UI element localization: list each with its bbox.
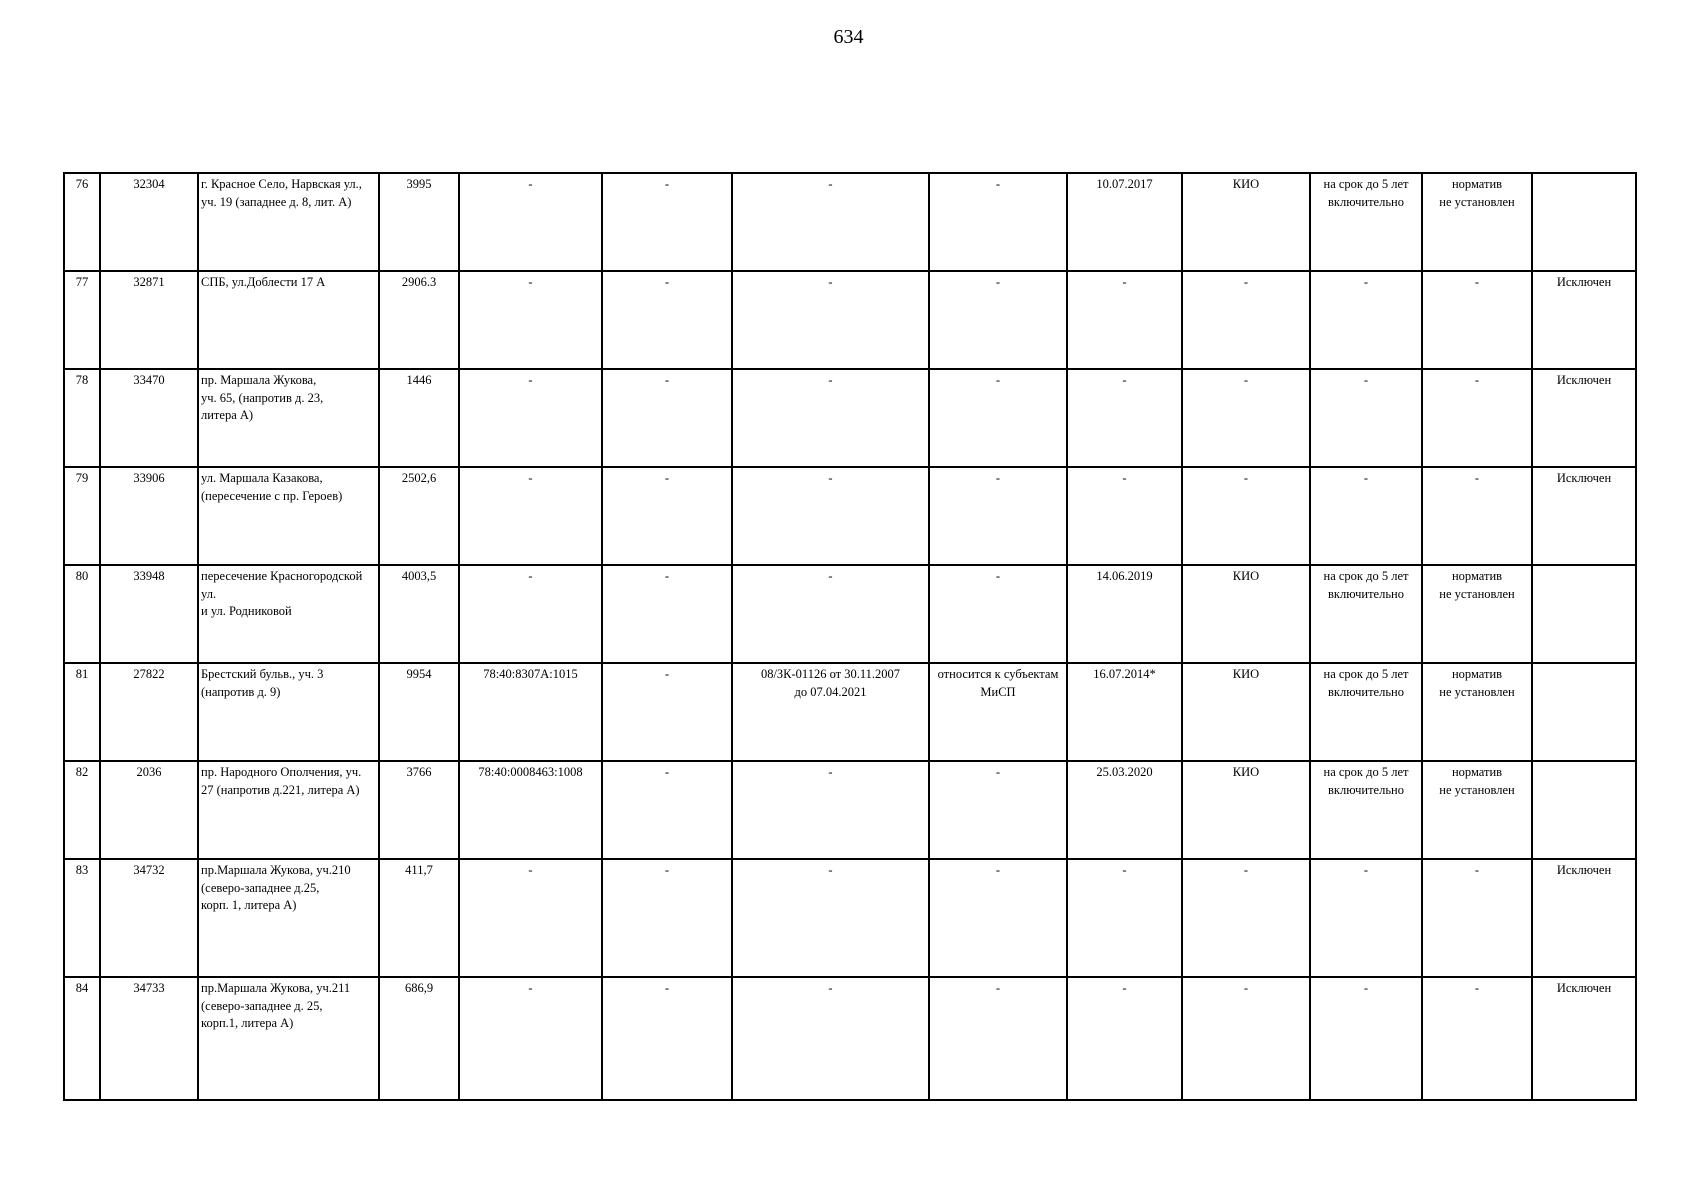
date-cell: 10.07.2017	[1067, 173, 1182, 271]
norm-cell: -	[1422, 859, 1532, 977]
term-cell: -	[1310, 271, 1422, 369]
norm-cell: -	[1422, 369, 1532, 467]
term-cell: на срок до 5 лет включительно	[1310, 663, 1422, 761]
contract-cell: -	[732, 369, 929, 467]
organization-cell: -	[1182, 977, 1310, 1100]
date-cell: 25.03.2020	[1067, 761, 1182, 859]
status-cell: Исключен	[1532, 271, 1636, 369]
norm-cell: норматив не установлен	[1422, 565, 1532, 663]
area-cell: 411,7	[379, 859, 459, 977]
table-row	[64, 271, 1636, 369]
object-code-cell: 33906	[100, 467, 198, 565]
contract-cell: -	[732, 859, 929, 977]
term-cell: на срок до 5 лет включительно	[1310, 565, 1422, 663]
norm-cell: -	[1422, 977, 1532, 1100]
address-cell: пр. Народного Ополчения, уч. 27 (напротив д.221, литера А)	[198, 761, 379, 859]
cadastral-number-cell: 78:40:0008463:1008	[459, 761, 602, 859]
object-code-cell: 32871	[100, 271, 198, 369]
row-number-cell: 80	[64, 565, 100, 663]
object-code-cell: 2036	[100, 761, 198, 859]
status-cell	[1532, 565, 1636, 663]
cadastral-number-cell: -	[459, 565, 602, 663]
contract-cell: -	[732, 977, 929, 1100]
column-6-cell: -	[602, 977, 732, 1100]
organization-cell: -	[1182, 369, 1310, 467]
smsp-status-cell: -	[929, 271, 1067, 369]
row-number-cell: 77	[64, 271, 100, 369]
address-cell: пр.Маршала Жукова, уч.210 (северо-западнее д.25, корп. 1, литера А)	[198, 859, 379, 977]
organization-cell: КИО	[1182, 663, 1310, 761]
smsp-status-cell: -	[929, 761, 1067, 859]
address-cell: пересечение Красногородской ул. и ул. Родниковой	[198, 565, 379, 663]
row-number-cell: 83	[64, 859, 100, 977]
column-6-cell: -	[602, 565, 732, 663]
term-cell: -	[1310, 859, 1422, 977]
organization-cell: -	[1182, 271, 1310, 369]
date-cell: -	[1067, 977, 1182, 1100]
term-cell: на срок до 5 лет включительно	[1310, 173, 1422, 271]
area-cell: 3766	[379, 761, 459, 859]
column-6-cell: -	[602, 761, 732, 859]
status-cell: Исключен	[1532, 977, 1636, 1100]
page-number: 634	[833, 26, 864, 48]
area-cell: 3995	[379, 173, 459, 271]
smsp-status-cell: -	[929, 977, 1067, 1100]
smsp-status-cell: относится к субъектам МиСП	[929, 663, 1067, 761]
norm-cell: -	[1422, 467, 1532, 565]
address-cell: Брестский бульв., уч. 3 (напротив д. 9)	[198, 663, 379, 761]
norm-cell: -	[1422, 271, 1532, 369]
address-cell: пр. Маршала Жукова, уч. 65, (напротив д. 23, литера А)	[198, 369, 379, 467]
address-cell: пр.Маршала Жукова, уч.211 (северо-западнее д. 25, корп.1, литера А)	[198, 977, 379, 1100]
row-number-cell: 79	[64, 467, 100, 565]
cadastral-number-cell: -	[459, 977, 602, 1100]
cadastral-number-cell: -	[459, 859, 602, 977]
date-cell: 16.07.2014*	[1067, 663, 1182, 761]
column-6-cell: -	[602, 663, 732, 761]
row-number-cell: 84	[64, 977, 100, 1100]
table-row	[64, 565, 1636, 663]
term-cell: -	[1310, 977, 1422, 1100]
table-row	[64, 761, 1636, 859]
status-cell: Исключен	[1532, 859, 1636, 977]
term-cell: -	[1310, 467, 1422, 565]
status-cell	[1532, 761, 1636, 859]
organization-cell: КИО	[1182, 565, 1310, 663]
cadastral-number-cell: -	[459, 173, 602, 271]
date-cell: -	[1067, 271, 1182, 369]
column-6-cell: -	[602, 173, 732, 271]
area-cell: 2502,6	[379, 467, 459, 565]
table-row	[64, 173, 1636, 271]
term-cell: -	[1310, 369, 1422, 467]
contract-cell: -	[732, 565, 929, 663]
table-row	[64, 467, 1636, 565]
row-number-cell: 78	[64, 369, 100, 467]
column-6-cell: -	[602, 467, 732, 565]
cadastral-number-cell: -	[459, 271, 602, 369]
contract-cell: -	[732, 271, 929, 369]
organization-cell: КИО	[1182, 761, 1310, 859]
row-number-cell: 76	[64, 173, 100, 271]
table-row	[64, 369, 1636, 467]
cadastral-number-cell: -	[459, 467, 602, 565]
area-cell: 2906.3	[379, 271, 459, 369]
smsp-status-cell: -	[929, 859, 1067, 977]
date-cell: -	[1067, 467, 1182, 565]
table-row	[64, 663, 1636, 761]
table-row	[64, 859, 1636, 977]
date-cell: 14.06.2019	[1067, 565, 1182, 663]
object-code-cell: 33470	[100, 369, 198, 467]
object-code-cell: 32304	[100, 173, 198, 271]
address-cell: ул. Маршала Казакова, (пересечение с пр. Героев)	[198, 467, 379, 565]
area-cell: 9954	[379, 663, 459, 761]
term-cell: на срок до 5 лет включительно	[1310, 761, 1422, 859]
status-cell	[1532, 173, 1636, 271]
address-cell: СПБ, ул.Доблести 17 А	[198, 271, 379, 369]
registry-table	[63, 172, 1637, 1101]
contract-cell: -	[732, 467, 929, 565]
date-cell: -	[1067, 369, 1182, 467]
object-code-cell: 34733	[100, 977, 198, 1100]
row-number-cell: 81	[64, 663, 100, 761]
organization-cell: -	[1182, 859, 1310, 977]
status-cell: Исключен	[1532, 369, 1636, 467]
object-code-cell: 27822	[100, 663, 198, 761]
area-cell: 4003,5	[379, 565, 459, 663]
smsp-status-cell: -	[929, 369, 1067, 467]
status-cell: Исключен	[1532, 467, 1636, 565]
column-6-cell: -	[602, 369, 732, 467]
address-cell: г. Красное Село, Нарвская ул., уч. 19 (западнее д. 8, лит. А)	[198, 173, 379, 271]
smsp-status-cell: -	[929, 565, 1067, 663]
column-6-cell: -	[602, 859, 732, 977]
object-code-cell: 33948	[100, 565, 198, 663]
object-code-cell: 34732	[100, 859, 198, 977]
norm-cell: норматив не установлен	[1422, 663, 1532, 761]
smsp-status-cell: -	[929, 467, 1067, 565]
cadastral-number-cell: 78:40:8307А:1015	[459, 663, 602, 761]
norm-cell: норматив не установлен	[1422, 761, 1532, 859]
cadastral-number-cell: -	[459, 369, 602, 467]
table-row	[64, 977, 1636, 1100]
norm-cell: норматив не установлен	[1422, 173, 1532, 271]
organization-cell: -	[1182, 467, 1310, 565]
contract-cell: 08/ЗК-01126 от 30.11.2007 до 07.04.2021	[732, 663, 929, 761]
row-number-cell: 82	[64, 761, 100, 859]
area-cell: 686,9	[379, 977, 459, 1100]
contract-cell: -	[732, 173, 929, 271]
column-6-cell: -	[602, 271, 732, 369]
organization-cell: КИО	[1182, 173, 1310, 271]
contract-cell: -	[732, 761, 929, 859]
area-cell: 1446	[379, 369, 459, 467]
status-cell	[1532, 663, 1636, 761]
smsp-status-cell: -	[929, 173, 1067, 271]
date-cell: -	[1067, 859, 1182, 977]
